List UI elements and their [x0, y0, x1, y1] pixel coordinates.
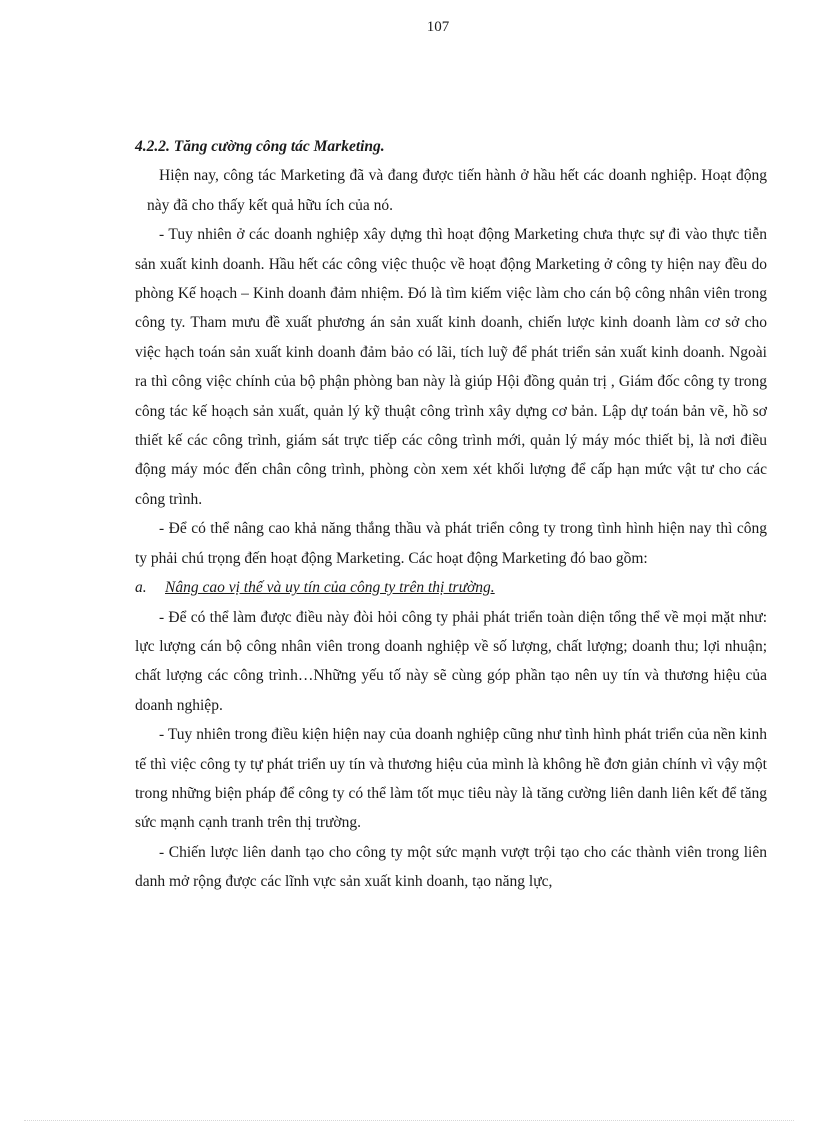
paragraph-marketing-status: - Tuy nhiên ở các doanh nghiệp xây dựng thì hoạt động Marketing chưa thực sự đi vào thực tiễn sản xuất kinh doanh. Hầu hết các công việc thuộc về hoạt động Marketing ở công ty hiện nay đều do phòng Kế hoạch – Kinh doanh đảm nhiệm. Đó là tìm kiếm việc làm cho cán bộ công nhân viên trong công ty. Tham mưu đề xuất phương án sản xuất kinh doanh, chiến lược kinh doanh làm cơ sở cho việc hạch toán sản xuất kinh doanh đảm bảo có lãi, tích luỹ để phát triển sản xuất kinh doanh. Ngoài ra thì công việc chính của bộ phận phòng ban này là giúp Hội đồng quản trị , Giám đốc công ty trong công tác kế hoạch sản xuất, quản lý kỹ thuật công trình xây dựng cơ bản. Lập dự toán bản vẽ, hồ sơ thiết kế các công trình, giám sát trực tiếp các công trình mới, quản lý máy móc thiết bị, là nơi điều động máy móc đến chân công trình, phòng còn xem xét khối lượng để cấp hạn mức vật tư cho các công trình. [135, 226, 767, 508]
section-heading: 4.2.2. Tăng cường công tác Marketing. [135, 138, 385, 155]
subsection-title: Nâng cao vị thế và uy tín của công ty trên thị trường. [165, 579, 495, 597]
footer-divider [24, 1120, 794, 1121]
document-body [135, 132, 767, 897]
paragraph-strategy: - Chiến lược liên danh tạo cho công ty một sức mạnh vượt trội tạo cho các thành viên trong liên danh mở rộng được các lĩnh vực sản xuất kinh doanh, tạo năng lực, [135, 843, 767, 891]
paragraph-intro: Hiện nay, công tác Marketing đã và đang được tiến hành ở hầu hết các doanh nghiệp. Hoạt động này đã cho thấy kết quả hữu ích của nó. [147, 167, 767, 214]
page-number: 107 [426, 19, 450, 35]
paragraph-marketing-activities: - Để có thể nâng cao khả năng thắng thầu và phát triển công ty trong tình hình hiện nay thì công ty phải chú trọng đến hoạt động Marketing. Các hoạt động Marketing đó bao gồm: [135, 520, 767, 567]
subsection-heading [135, 573, 767, 602]
paragraph-reputation: - Để có thể làm được điều này đòi hỏi công ty phải phát triển toàn diện tổng thể về mọi mặt như: lực lượng cán bộ công nhân viên trong doanh nghiệp về số lượng, chất lượng; doanh thu; lợi nhuận; chất lượng các công trình…Những yếu tố này sẽ cùng góp phần tạo nên uy tín và thương hiệu của doanh nghiệp. [135, 608, 767, 714]
paragraph-joint-venture: - Tuy nhiên trong điều kiện hiện nay của doanh nghiệp cũng như tình hình phát triển của nền kinh tế thì việc công ty tự phát triển uy tín và thương hiệu của mình là không hề đơn giản chính vì vậy một trong những biện pháp để công ty có thể làm tốt mục tiêu này là tăng cường liên danh liên kết để tăng sức mạnh cạnh tranh trên thị trường. [135, 726, 767, 832]
subsection-marker: a. [135, 579, 147, 597]
